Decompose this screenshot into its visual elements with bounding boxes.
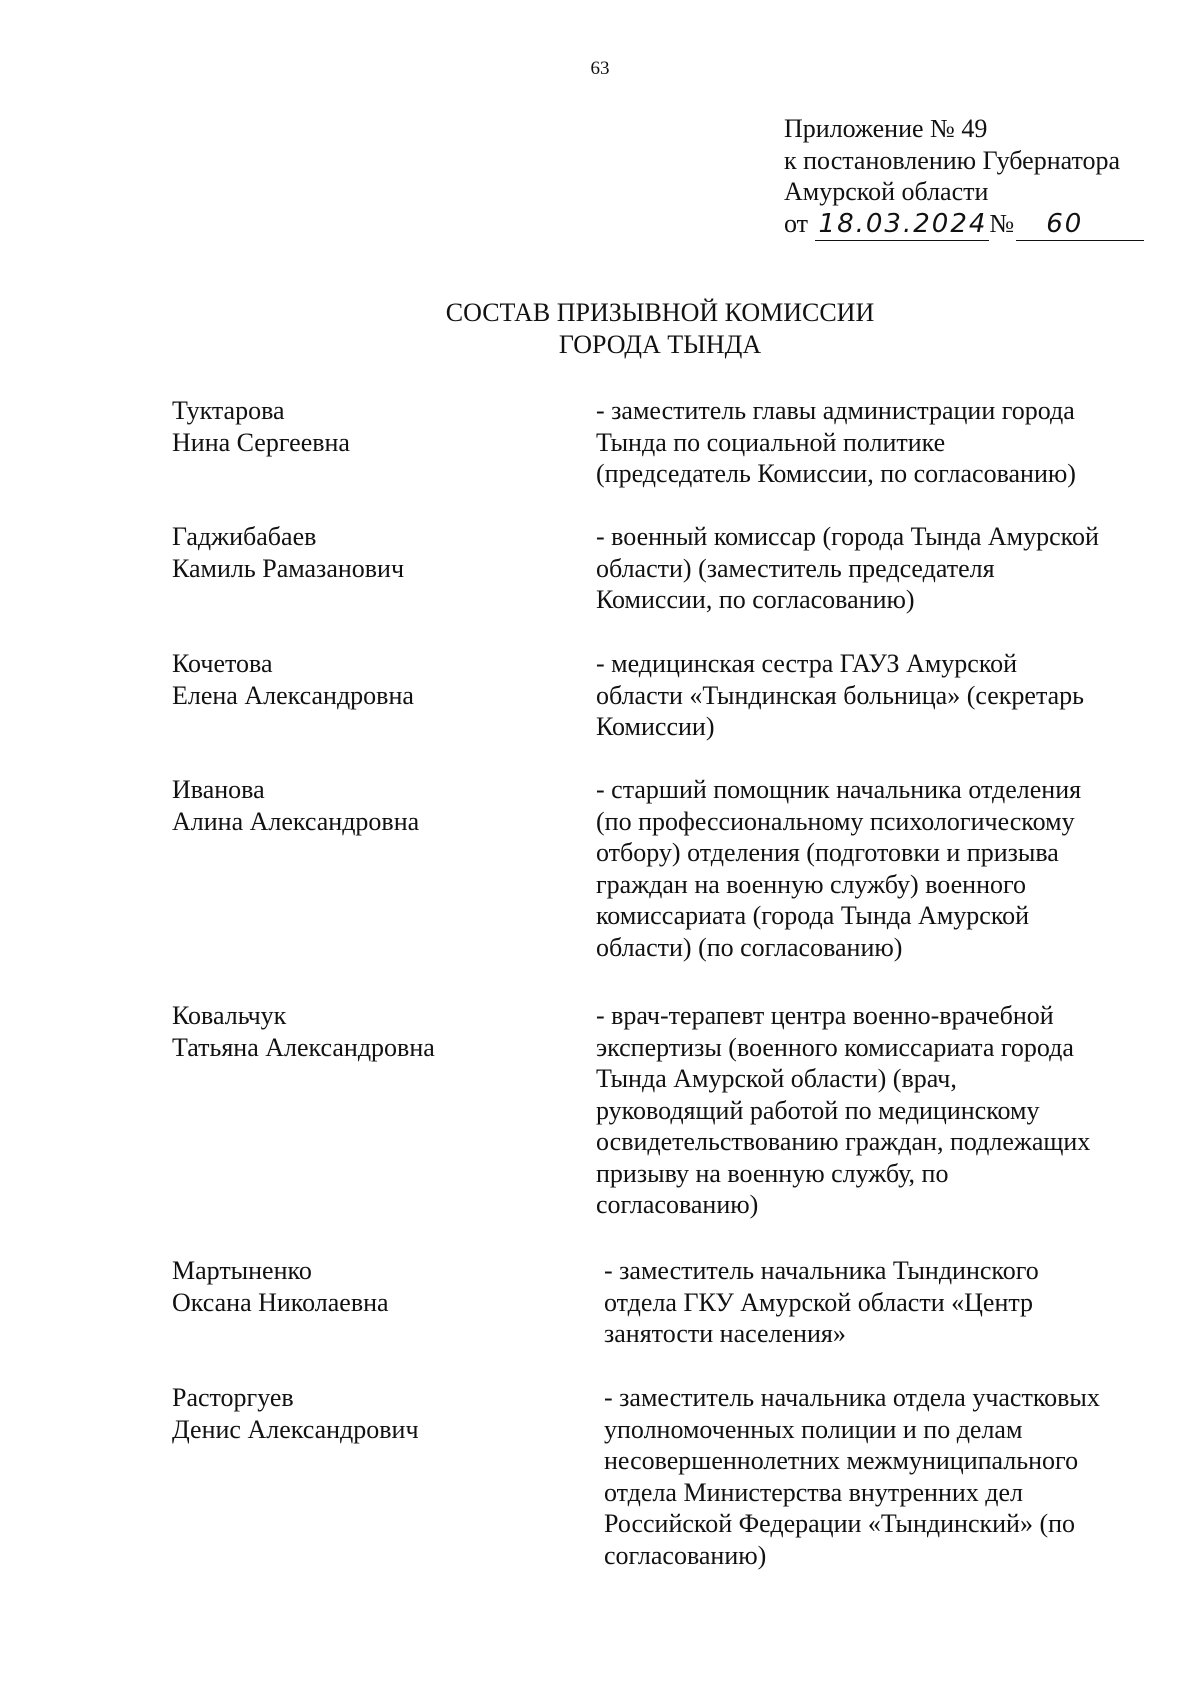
handwritten-date bbox=[815, 208, 990, 242]
member-role-line: занятости населения» bbox=[604, 1319, 846, 1348]
handwritten-number bbox=[1016, 208, 1144, 242]
member-role-line: Комиссии, по согласованию) bbox=[596, 585, 915, 614]
appendix-region: Амурской области bbox=[784, 177, 989, 206]
member-role-line: уполномоченных полиции и по делам bbox=[604, 1414, 1023, 1444]
member-role-line: - заместитель главы администрации города bbox=[596, 396, 1075, 425]
member-role-line: - медицинская сестра ГАУЗ Амурской bbox=[596, 649, 1018, 678]
member-surname: Гаджибабаев bbox=[172, 522, 317, 551]
handwritten-number-text: 60 bbox=[1046, 208, 1084, 239]
appendix-number: Приложение № 49 bbox=[784, 114, 988, 143]
appendix-header bbox=[784, 113, 1144, 241]
member-role bbox=[604, 1255, 1144, 1350]
title-line-1: СОСТАВ ПРИЗЫВНОЙ КОМИССИИ bbox=[445, 298, 875, 327]
member-surname: Кочетова bbox=[172, 649, 273, 678]
member-given-names: Камиль Рамазанович bbox=[172, 553, 405, 583]
member-role-line: области «Тындинская больница» (секретарь bbox=[596, 680, 1085, 710]
member-given-names: Елена Александровна bbox=[172, 680, 414, 710]
member-role-line: согласованию) bbox=[604, 1540, 767, 1570]
member-role-line: Тында по социальной политике bbox=[596, 427, 946, 457]
title-line-2: ГОРОДА ТЫНДА bbox=[558, 330, 762, 359]
member-given-names: Татьяна Александровна bbox=[172, 1032, 435, 1062]
member-role-line: - заместитель начальника Тындинского bbox=[604, 1256, 1039, 1285]
member-role-line: (по профессиональному психологическому bbox=[596, 806, 1075, 836]
member-role-line: экспертизы (военного комиссариата города bbox=[596, 1032, 1074, 1062]
number-sign: № bbox=[989, 208, 1015, 238]
member-name bbox=[172, 395, 350, 458]
member-role-line: - врач-терапевт центра военно-врачебной bbox=[596, 1001, 1054, 1030]
handwritten-date-text: 18.03.2024 bbox=[818, 208, 988, 239]
member-role-line: призыву на военную службу, по bbox=[596, 1158, 949, 1188]
member-name bbox=[172, 521, 404, 584]
member-role-line: руководящий работой по медицинскому bbox=[596, 1095, 1040, 1125]
member-name bbox=[172, 1255, 389, 1318]
member-name bbox=[172, 774, 419, 837]
member-role-line: согласованию) bbox=[596, 1190, 759, 1219]
member-role-line: освидетельствованию граждан, подлежащих bbox=[596, 1127, 1091, 1156]
member-given-names: Денис Александрович bbox=[172, 1414, 419, 1444]
member-surname: Мартыненко bbox=[172, 1256, 312, 1285]
member-role bbox=[604, 1382, 1144, 1571]
member-role-line: области) (заместитель председателя bbox=[596, 553, 995, 583]
member-role-line: - заместитель начальника отдела участковых bbox=[604, 1383, 1100, 1412]
member-role-line: граждан на военную службу) военного bbox=[596, 869, 1027, 899]
appendix-date-line bbox=[784, 208, 1144, 242]
date-prefix: от bbox=[784, 208, 809, 238]
member-role-line: отдела Министерства внутренних дел bbox=[604, 1477, 1024, 1507]
member-role-line: - военный комиссар (города Тында Амурской bbox=[596, 522, 1099, 551]
member-role-line: Комиссии) bbox=[596, 712, 715, 741]
member-given-names: Оксана Николаевна bbox=[172, 1287, 389, 1317]
document-title bbox=[0, 297, 1200, 361]
member-role-line: - старший помощник начальника отделения bbox=[596, 775, 1082, 804]
member-role-line: отбору) отделения (подготовки и призыва bbox=[596, 838, 1059, 867]
member-role-line: Тында Амурской области) (врач, bbox=[596, 1064, 957, 1093]
member-given-names: Нина Сергеевна bbox=[172, 427, 350, 457]
member-role-line: отдела ГКУ Амурской области «Центр bbox=[604, 1287, 1034, 1317]
member-role bbox=[596, 395, 1136, 490]
member-role-line: Российской Федерации «Тындинский» (по bbox=[604, 1509, 1076, 1538]
member-surname: Иванова bbox=[172, 775, 265, 804]
member-role bbox=[596, 648, 1136, 743]
member-role bbox=[596, 1000, 1136, 1221]
member-role-line: области) (по согласованию) bbox=[596, 932, 903, 962]
member-role-line: (председатель Комиссии, по согласованию) bbox=[596, 459, 1076, 488]
member-role bbox=[596, 521, 1136, 616]
member-name bbox=[172, 648, 414, 711]
member-role-line: несовершеннолетних межмуниципального bbox=[604, 1446, 1079, 1475]
appendix-decree-reference: к постановлению Губернатора bbox=[784, 145, 1121, 175]
member-role bbox=[596, 774, 1136, 963]
member-given-names: Алина Александровна bbox=[172, 806, 420, 836]
member-surname: Ковальчук bbox=[172, 1001, 287, 1030]
member-role-line: комиссариата (города Тында Амурской bbox=[596, 901, 1030, 930]
page-number: 63 bbox=[590, 58, 610, 79]
member-surname: Туктарова bbox=[172, 396, 285, 425]
member-name bbox=[172, 1000, 435, 1063]
member-surname: Расторгуев bbox=[172, 1383, 294, 1412]
member-name bbox=[172, 1382, 419, 1445]
